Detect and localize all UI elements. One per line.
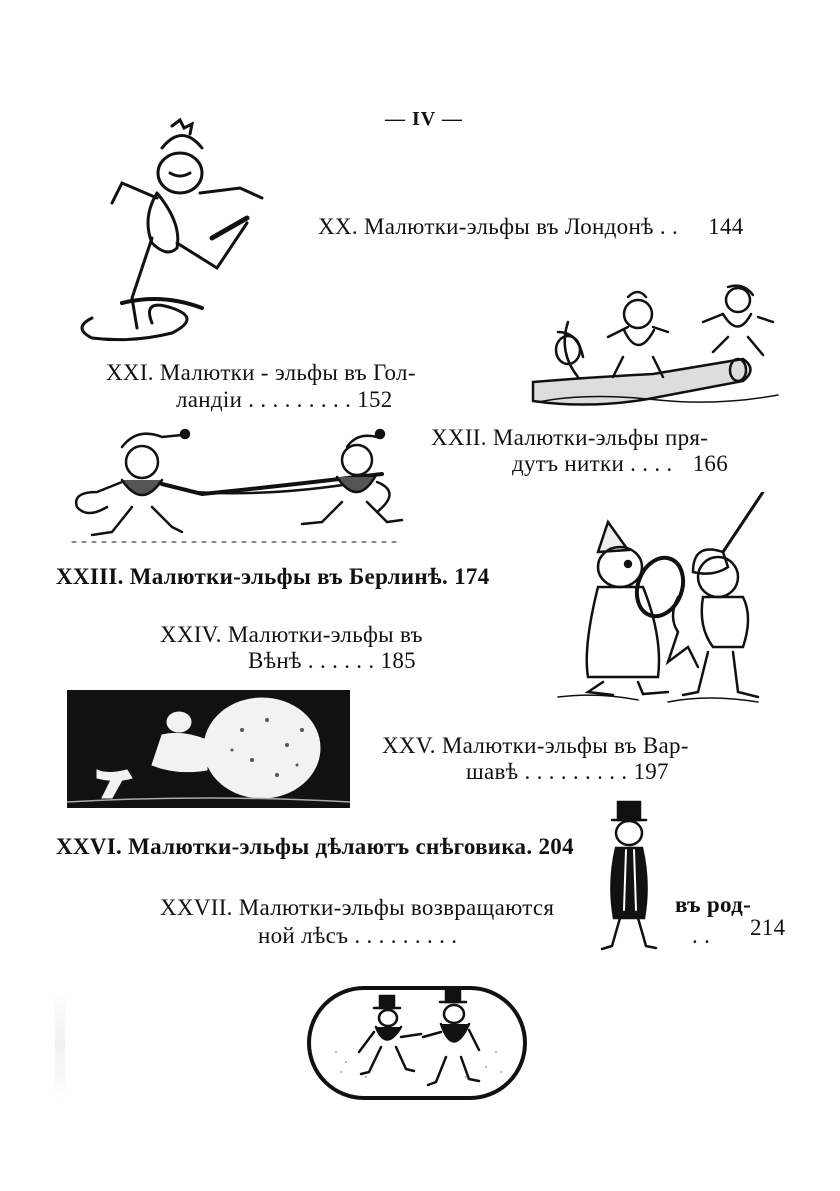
- elf-pushing-snowball-illustration: [67, 690, 350, 808]
- toc-numeral: XXII.: [431, 425, 487, 450]
- toc-title-line1: Малютки - эльфы въ Гол-: [159, 360, 416, 385]
- toc-entry-xxv[interactable]: [382, 731, 689, 760]
- toc-leader: . .: [692, 923, 711, 948]
- toc-entry-xxvii-line2[interactable]: [258, 921, 457, 950]
- toc-title: Малютки-эльфы дѣлаютъ снѣговика.: [128, 834, 533, 859]
- toc-leader: . . . .: [630, 451, 673, 476]
- scan-shadow: [55, 990, 65, 1100]
- toc-numeral: XXVI.: [56, 834, 123, 859]
- toc-title-line2: Вѣнѣ: [248, 648, 302, 673]
- elves-tug-of-war-illustration: [62, 422, 417, 547]
- toc-title-line1: Малютки-эльфы возвращаются: [238, 895, 555, 920]
- toc-entry-xxi[interactable]: [106, 358, 416, 387]
- toc-numeral: XXVII.: [160, 895, 233, 920]
- toc-entry-xxiv-line2[interactable]: [248, 646, 416, 675]
- toc-numeral: XXV.: [382, 733, 436, 758]
- toc-entry-xxi-line2[interactable]: [176, 385, 393, 414]
- toc-entry-xxvi[interactable]: [56, 832, 574, 861]
- toc-title: Малютки-эльфы въ Лондонѣ: [363, 214, 654, 239]
- toc-entry-xxvii-continuation: [675, 890, 751, 919]
- toc-leader: . . . . . . . . .: [354, 923, 458, 948]
- toc-title-line2: шавѣ: [466, 759, 519, 784]
- elf-in-top-hat-illustration: [598, 800, 660, 958]
- toc-title-line2: ной лѣсъ: [258, 923, 349, 948]
- toc-leader: . . . . . .: [307, 648, 375, 673]
- toc-page-number: 166: [692, 451, 729, 476]
- toc-page-number-xxvii: 214: [750, 915, 786, 940]
- toc-numeral: XX.: [318, 214, 358, 239]
- page-header: — IV —: [385, 108, 463, 130]
- toc-entry-xxii-line2[interactable]: [512, 449, 728, 478]
- toc-numeral: XXIII.: [56, 564, 124, 589]
- toc-numeral: XXI.: [106, 360, 154, 385]
- toc-entry-xxvii-page: [692, 921, 710, 950]
- toc-page-number: 144: [708, 214, 744, 239]
- toc-title-line2: ландіи: [176, 387, 243, 412]
- toc-leader: . . . . . . . . .: [524, 759, 628, 784]
- toc-title-line1b: въ род-: [675, 892, 752, 917]
- toc-page-number: 185: [380, 648, 416, 673]
- toc-title-line2: дутъ нитки: [512, 451, 625, 476]
- toc-entry-xxiv[interactable]: [160, 620, 423, 649]
- toc-title: Малютки-эльфы въ Берлинѣ.: [129, 564, 449, 589]
- toc-leader: . .: [653, 214, 679, 239]
- toc-title-line1: Малютки-эльфы въ: [227, 622, 423, 647]
- dancing-elves-vignette: [306, 982, 528, 1102]
- elves-with-mirror-illustration: [548, 492, 770, 714]
- elves-jumping-log-illustration: [528, 282, 783, 410]
- toc-entry-xxv-line2[interactable]: [466, 757, 669, 786]
- toc-entry-xxiii[interactable]: [56, 562, 490, 591]
- toc-page-number: 197: [633, 759, 669, 784]
- toc-page-number: 204: [538, 834, 574, 859]
- toc-page-number: 174: [454, 564, 490, 589]
- toc-leader: . . . . . . . . .: [248, 387, 352, 412]
- skating-elf-illustration: [62, 118, 272, 343]
- toc-entry-xx[interactable]: [318, 212, 744, 241]
- toc-title-line1: Малютки-эльфы въ Вар-: [441, 733, 689, 758]
- toc-numeral: XXIV.: [160, 622, 222, 647]
- toc-page-number: 152: [357, 387, 393, 412]
- toc-title-line1: Малютки-эльфы пря-: [492, 425, 709, 450]
- toc-entry-xxii[interactable]: [431, 423, 708, 452]
- toc-entry-xxvii[interactable]: [160, 893, 554, 922]
